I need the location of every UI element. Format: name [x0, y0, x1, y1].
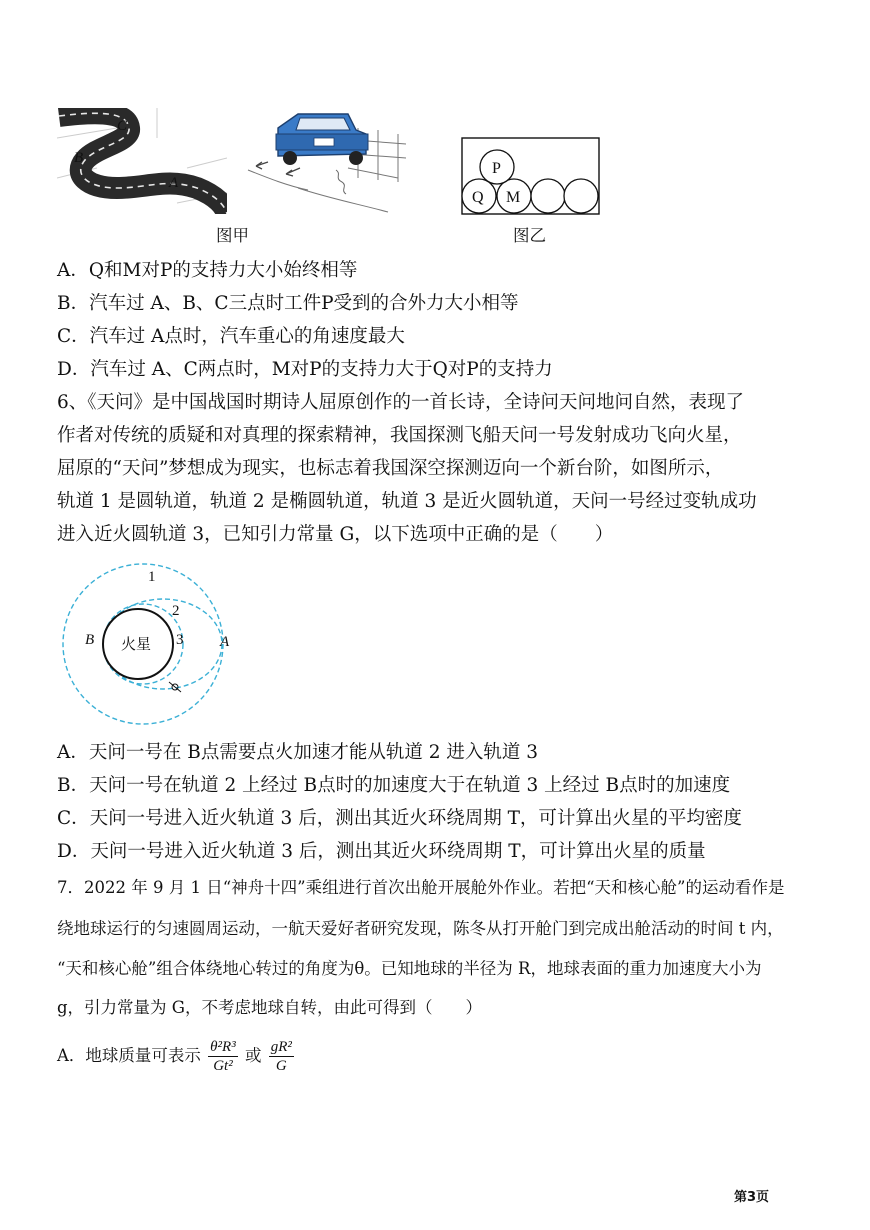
q6-stem-line: 屈原的“天问”梦想成为现实，也标志着我国深空探测迈向一个新台阶，如图所示，: [57, 458, 724, 479]
q6-stem-line: 轨道 1 是圆轨道，轨道 2 是椭圆轨道，轨道 3 是近火圆轨道，天问一号经过变轨成功: [57, 491, 757, 512]
road-label-b: B: [74, 150, 84, 166]
q6-option-b: B．天问一号在轨道 2 上经过 B点时的加速度大于在轨道 3 上经过 B点时的加速度: [57, 775, 731, 796]
orbit-label-3: 3: [176, 632, 184, 648]
q7-option-a-or: 或: [244, 1046, 262, 1065]
q5-option-a: A．Q和M对P的支持力大小始终相等: [57, 260, 358, 281]
q6-stem-line: 6、《天问》是中国战国时期诗人屈原创作的一首长诗，全诗问天问地问自然，表现了: [57, 392, 745, 413]
ball-p-label: P: [492, 160, 501, 177]
orbit-figure: [55, 562, 240, 727]
q6-stem-line: 进入近火圆轨道 3，已知引力常量 G，以下选项中正确的是（ ）: [57, 524, 614, 545]
caption-yi: 图乙: [513, 226, 546, 245]
car-figure: [238, 108, 408, 214]
q7-stem-line: “天和核心舱”组合体绕地心转过的角度为θ。已知地球的半径为 R，地球表面的重力加速度大小为: [57, 959, 762, 978]
road-label-a: A: [169, 175, 179, 191]
fraction-2-numerator: gR²: [270, 1039, 292, 1055]
q5-option-b: B．汽车过 A、B、C三点时工件P受到的合外力大小相等: [57, 293, 519, 314]
ball-q-label: Q: [472, 189, 484, 206]
q6-option-c: C．天问一号进入近火轨道 3 后，测出其近火环绕周期 T，可计算出火星的平均密度: [57, 808, 742, 829]
formula-fraction-1: [208, 1038, 238, 1075]
fraction-2-denominator: G: [275, 1058, 287, 1074]
road-label-c: C: [117, 118, 128, 134]
fraction-1-numerator: θ²R³: [210, 1039, 236, 1055]
q6-option-d: D．天问一号进入近火轨道 3 后，测出其近火环绕周期 T，可计算出火星的质量: [57, 841, 706, 862]
q7-stem-line: 绕地球运行的匀速圆周运动，一航天爱好者研究发现，陈冬从打开舱门到完成出舱活动的时间 t 内，: [57, 919, 784, 938]
q5-option-d: D．汽车过 A、C两点时，M对P的支持力大于Q对P的支持力: [57, 359, 553, 380]
fraction-1-denominator: Gt²: [213, 1058, 233, 1074]
q7-stem-line: 7．2022 年 9 月 1 日“神舟十四”乘组进行首次出舱开展舱外作业。若把“天和核心舱”的运动看作是: [57, 878, 785, 897]
orbit-label-2: 2: [172, 603, 180, 619]
q7-option-a-prefix: A．地球质量可表示: [57, 1046, 201, 1065]
q7-option-a: [57, 1036, 296, 1076]
orbit-point-b: B: [85, 632, 95, 648]
q6-stem-line: 作者对传统的质疑和对真理的探索精神，我国探测飞船天问一号发射成功飞向火星，: [57, 425, 742, 446]
ball-m-label: M: [506, 189, 521, 206]
balls-in-box-figure: [460, 136, 602, 218]
mars-label: 火星: [121, 635, 152, 653]
formula-fraction-2: [269, 1038, 294, 1075]
page-number: 第3页: [734, 1190, 770, 1205]
road-figure: [57, 108, 227, 214]
q6-option-a: A．天问一号在 B点需要点火加速才能从轨道 2 进入轨道 3: [57, 742, 539, 763]
orbit-label-1: 1: [148, 569, 156, 585]
q7-stem-line: g，引力常量为 G，不考虑地球自转，由此可得到（ ）: [57, 998, 482, 1017]
q5-option-c: C．汽车过 A点时，汽车重心的角速度最大: [57, 326, 405, 347]
caption-jia: 图甲: [216, 226, 249, 245]
orbit-point-a: A: [220, 634, 230, 650]
